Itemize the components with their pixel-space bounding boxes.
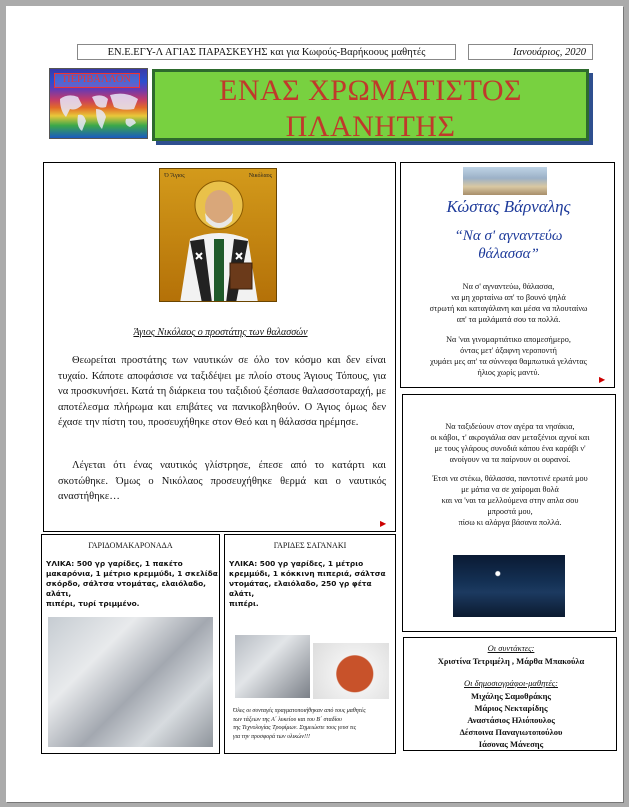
- poem-box-bottom: [402, 394, 616, 632]
- poem-line: με μάτια να σε χαίρομαι θολά: [461, 485, 559, 494]
- poem-line: όντας μετ' άξαφνη νεροποντή: [460, 346, 557, 355]
- poem-line: στρωτή και καταγάλανη και μέσα να πλουταίνω: [429, 304, 588, 313]
- poem-stanzas-bottom: [403, 421, 617, 528]
- writers-heading: Οι δημοσιογράφοι-μαθητές:: [464, 678, 558, 688]
- caption-line: Όλες οι συνταγές πραγματοποιήθηκαν από τους μαθητές: [233, 708, 366, 714]
- poem-box-top: [400, 162, 615, 388]
- icon-label-right: Νικόλαος: [248, 173, 272, 179]
- poem-line: μπροστά μου,: [487, 507, 533, 516]
- article-paragraph-2: Λέγεται ότι ένας ναυτικός γλίστρησε, έπεσε από το κατάρτι και σκοτώθηκε. Όμως ο Νικόλαος προσευχήθηκε θερμά και ο ναυτικός αναστήθηκε…: [58, 460, 386, 502]
- poem-line: Να ταξιδεύουν στον αγέρα τα νησάκια,: [445, 422, 575, 431]
- icon-label-left: Ὁ Ἅγιος: [164, 173, 185, 179]
- title-line-2: ΠΛΑΝΗΤΗΣ: [285, 110, 456, 143]
- recipe-title: ΓΑΡΙΔΕΣ ΣΑΓΑΝΑΚΙ: [273, 541, 347, 550]
- saint-figure-icon: [160, 169, 277, 302]
- poet-name: Κώστας Βάρναλης: [446, 197, 571, 216]
- section-banner: [49, 68, 148, 139]
- writers-list: [404, 690, 618, 750]
- night-sea-image: [453, 555, 565, 617]
- poem-line: Να σ' αγναντεύω, θάλασσα,: [462, 282, 555, 291]
- dish-photo: [313, 643, 389, 699]
- poem-line: ήλιος χωρίς μαντύ.: [477, 368, 540, 377]
- ingredient-line: πιπέρι, τυρί τριμμένο.: [46, 599, 140, 608]
- article-paragraph-1: Θεωρείται προστάτης των ναυτικών σε όλο τον κόσμο και δεν είναι τυχαίο. Κάποτε αποφάσισε να ταξιδέψει με πλοίο στους Άγιους Τόπους, για να προσκυνήσει. Κατά τη διάρκεια του ταξιδιού ξέσπασε θαλασσοταραχή, με αποτέλεσμα πλήρωμα και επιβάτες να πανικοβληθούν. Ο Άγιος όμως δεν έχασε την πίστη του, προσευχήθηκε στον Θεό και η θάλασσα ηρέμησε.: [58, 355, 386, 428]
- poem-line: απ' τα μαλάματά σου τα πολλά.: [456, 315, 561, 324]
- poem-line: Να 'ναι γινομαρτιάτικο απομεσήμερο,: [446, 335, 571, 344]
- issue-date: Ιανουάριος, 2020: [468, 44, 593, 60]
- poem-stanzas-top: [401, 281, 616, 378]
- poem-title-line-2: θάλασσα”: [478, 246, 539, 262]
- poem-line: πίσω κι αλάργα βάσανα πολλά.: [458, 518, 562, 527]
- poem-line: και να 'ναι τα μελλούμενα στην απλα σου: [441, 496, 579, 505]
- poem-line: να μη χορταίνω απ' το βουνό ψηλά: [451, 293, 566, 302]
- writer-name: Μάριος Νεκταρίδης: [474, 703, 548, 713]
- students-kitchen-photo: [235, 635, 310, 698]
- continue-arrow-icon[interactable]: ▶: [380, 519, 387, 528]
- title-line-1: ΕΝΑΣ ΧΡΩΜΑΤΙΣΤΟΣ: [219, 74, 522, 107]
- recipe-box-1: [41, 534, 220, 754]
- poem-title: [401, 227, 616, 263]
- ingredient-line: κρεμμύδι, 1 κόκκινη πιπεριά, σάλτσα: [229, 569, 386, 578]
- students-cooking-photo: [48, 617, 213, 747]
- poem-line: οι κάβοι, τ' ακρογιάλια σαν μεταξένιοι αχνοί και: [430, 433, 590, 442]
- saint-nicholas-icon-image: [159, 168, 277, 302]
- poem-line: με τους γλάρους συνοδιά κάπου ένα καράβι ν': [434, 444, 586, 453]
- recipe-box-2: [224, 534, 396, 754]
- poem-title-line-1: “Να σ' αγναντεύω: [454, 228, 563, 244]
- ingredient-line: μακαρόνια, 1 μέτριο κρεμμύδι, 1 σκελίδα: [46, 569, 218, 578]
- caption-line: των τάξεων της Α΄ λυκείου και του Β΄ σταδίου: [233, 716, 342, 723]
- newsletter-page: [6, 6, 623, 802]
- poem-line: χυμάει μες απ' τα σύννεφα θαμπωτικά γελάντας: [430, 357, 587, 366]
- landscape-image: [463, 167, 547, 195]
- editors-heading: Οι συντάκτες:: [487, 643, 535, 653]
- saint-nicholas-article: [43, 162, 396, 532]
- ingredient-line: ντομάτας, ελαιόλαδο, 250 γρ φέτα αλάτι,: [229, 579, 372, 598]
- school-name: ΕΝ.Ε.ΕΓΥ-Λ ΑΓΙΑΣ ΠΑΡΑΣΚΕΥΗΣ και για Κωφούς-Βαρήκοους μαθητές: [77, 44, 456, 60]
- editors-names: Χριστίνα Τετριμέλη , Μάρθα Μπακούλα: [437, 656, 585, 666]
- ingredient-line: ΥΛΙΚΑ: 500 γρ γαρίδες, 1 μέτριο: [229, 559, 364, 568]
- credits-box: [403, 637, 617, 751]
- newsletter-title: [152, 69, 589, 141]
- ingredient-line: ΥΛΙΚΑ: 500 γρ γαρίδες, 1 πακέτο: [46, 559, 183, 568]
- recipe-ingredients: [46, 559, 219, 609]
- recipe-title: ΓΑΡΙΔΟΜΑΚΑΡΟΝΑΔΑ: [88, 541, 173, 550]
- writer-name: Δέσποινα Παναγιωτοπούλου: [459, 727, 563, 737]
- writer-name: Ιάσονας Μάνεσης: [478, 739, 544, 749]
- writer-name: Μιχάλης Σαμοθράκης: [470, 691, 552, 701]
- recipe-ingredients: [229, 559, 395, 609]
- world-map-icon: [56, 89, 142, 135]
- recipe-caption: [233, 707, 389, 741]
- caption-line: για την προσφορά των υλικών!!!: [233, 733, 310, 740]
- poem-line: ανοίγουν να τα παίρνουν οι ουρανοί.: [449, 455, 571, 464]
- continue-arrow-icon[interactable]: ▶: [599, 375, 606, 384]
- ingredient-line: σκόρδο, σάλτσα ντομάτας, ελαιόλαδο, αλάτι,: [46, 579, 206, 598]
- writer-name: Αναστάσιος Ηλιόπουλος: [467, 715, 555, 725]
- poem-line: Έτσι να στέκω, θάλασσα, παντοτινέ ερωτά μου: [432, 474, 588, 483]
- section-label: ΠΕΡΙΒΑΛΛΟΝ: [54, 73, 140, 88]
- caption-line: της Τεχνολογίας Τροφίμων. Σημειώστε τους γευσ τις: [233, 725, 357, 731]
- article-heading: Άγιος Νικόλαος ο προστάτης των θαλασσών: [133, 327, 308, 338]
- ingredient-line: πιπέρι.: [229, 599, 259, 608]
